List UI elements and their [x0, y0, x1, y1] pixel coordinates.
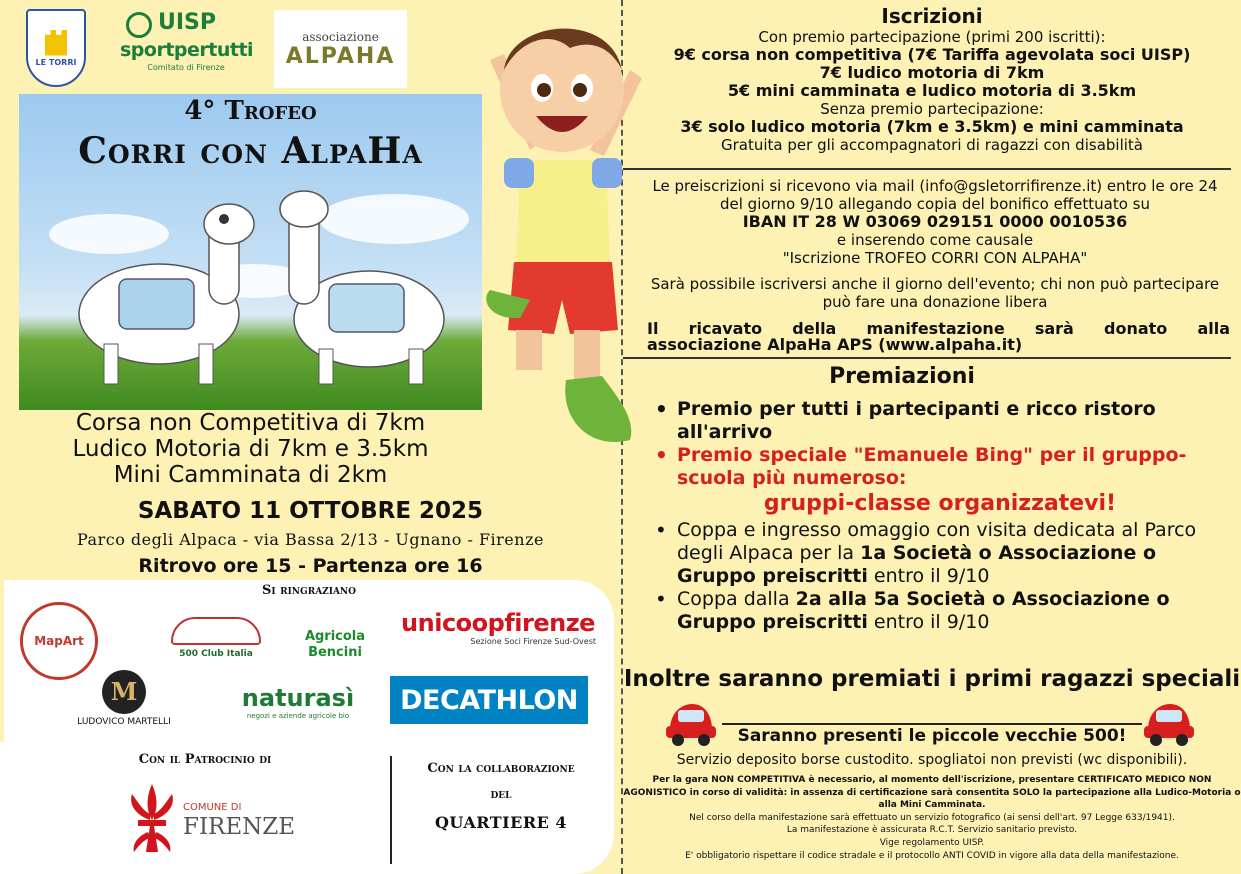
iscr-price: 9€ corsa non competitiva (7€ Tariffa agevolata soci UISP) [673, 45, 1191, 64]
sponsors-panel [4, 580, 614, 742]
decathlon-logo: DECATHLON [390, 676, 588, 724]
iscr-line: Gratuita per gli accompagnatori di ragazzi con disabilità [721, 136, 1143, 154]
patronage-title: Con il Patrocinio di [138, 752, 272, 767]
prem-text: Coppa e ingresso omaggio con visita dedicata al Parco degli Alpaca per la [677, 519, 1197, 564]
fine-print-line: Per la gara NON COMPETITIVA è necessario, al momento dell'iscrizione, presentare CERTIFICATO MEDICO NON AGONISTICO in corso di validità: in assenza di certificazione sarà consentita SOLO la partecipazione alla Ludico-Motoria o alla Mini Camminata. [623, 775, 1241, 811]
poster-subtitle: 4° Trofeo [184, 96, 317, 126]
alpaha-main: ALPAHA [285, 43, 396, 69]
car-outline-icon [171, 617, 261, 645]
club-500-logo [156, 608, 276, 668]
presenti-text: Saranno presenti le piccole vecchie 500! [737, 726, 1127, 746]
organizzatevi: gruppi-classe organizzatevi! [763, 491, 1117, 516]
iscr-line: Con premio partecipazione (primi 200 iscritti): [758, 28, 1106, 46]
prem-bold: 2a alla 5a Società o Associazione o Gruppo preiscritti [677, 588, 1170, 633]
pre-text: Sarà possibile iscriversi anche il giorno dell'evento; chi non può partecipare può fare una donazione libera [650, 275, 1220, 311]
unicoop-sub: Sezione Soci Firenze Sud-Ovest [470, 636, 596, 646]
header-logos [0, 0, 420, 92]
pre-text: Le preiscrizioni si ricevono via mail (info@gsletorrifirenze.it) entro le ore 24 del giorno 9/10 allegando copia del bonifico effettuato su [652, 177, 1218, 213]
premiazioni-title: Premiazioni [829, 364, 975, 389]
ricavato-line: associazione AlpaHa APS (www.alpaha.it) [647, 335, 1023, 354]
tower-icon [45, 30, 67, 56]
collab-line: Con la collaborazione [427, 761, 575, 776]
comune-label: COMUNE DI [183, 802, 242, 813]
list-item [655, 398, 1225, 444]
section-divider [623, 168, 1231, 170]
iscrizioni-block [623, 28, 1241, 154]
ludovico-martelli-logo [64, 666, 184, 730]
fine-print-line: La manifestazione è assicurata R.C.T. Servizio sanitario previsto. [786, 825, 1078, 836]
race-item: Ludico Motoria di 7km e 3.5km [72, 436, 429, 462]
event-place: Parco degli Alpaca - via Bassa 2/13 - Ugnano - Firenze [77, 530, 544, 549]
event-date: SABATO 11 OTTOBRE 2025 [137, 498, 484, 524]
presenti-rule [722, 723, 1142, 725]
inoltre-heading: Inoltre saranno premiati i primi ragazzi speciali [623, 666, 1241, 692]
red-car-icon [1142, 700, 1196, 746]
quartiere-label: QUARTIERE 4 [434, 813, 568, 832]
list-item [655, 444, 1225, 515]
prem-text: Coppa dalla [677, 588, 796, 610]
race-item: Corsa non Competitiva di 7km [75, 410, 426, 436]
bencini-line: Agricola [304, 629, 366, 644]
patronage-panel [0, 742, 614, 874]
florence-lily-icon [124, 780, 180, 856]
iscr-price: 3€ solo ludico motoria (7km e 3.5km) e mini camminata [680, 117, 1184, 136]
martelli-m-icon: M [102, 670, 146, 714]
uisp-top: UISP [158, 10, 217, 35]
le-torri-label: LE TORRI [35, 57, 77, 67]
fine-print-line: Nel corso della manifestazione sarà effettuato un servizio fotografico (ai sensi dell'art. 97 Legge 633/1941). [689, 812, 1175, 823]
naturasi-sub: negozi e aziende agricole bio [246, 712, 350, 720]
list-item [655, 588, 1225, 634]
ricavato-line: Il ricavato della manifestazione sarà donato alla [647, 319, 1230, 338]
uisp-ball-icon [126, 12, 152, 38]
iban: IBAN IT 28 W 03069 029151 0000 0010536 [742, 212, 1128, 231]
iscr-price: 5€ mini camminata e ludico motoria di 3.5km [727, 81, 1137, 100]
alpaha-logo [274, 10, 407, 88]
preiscrizioni-block [640, 177, 1230, 311]
prem-text: entro il 9/10 [867, 611, 990, 633]
sponsors-title: Si ringraziano [261, 583, 357, 598]
causale: "Iscrizione TROFEO CORRI CON ALPAHA" [782, 249, 1088, 267]
race-item: Mini Camminata di 2km [113, 462, 388, 488]
servizio-text: Servizio deposito borse custodito. spogliatoi non previsti (wc disponibili). [676, 752, 1188, 768]
uisp-sub: Comitato di Firenze [147, 63, 225, 72]
prem-text: Premio per tutti i partecipanti e ricco ristoro all'arrivo [677, 398, 1156, 443]
alpaca-left-illustration [59, 174, 279, 394]
uisp-logo [120, 10, 252, 86]
firenze-label: FIRENZE [183, 814, 296, 840]
mapart-logo: MapArt [20, 602, 98, 680]
prem-text: Premio speciale "Emanuele Bing" per il gruppo-scuola più numeroso: [677, 444, 1187, 489]
naturasi-logo [230, 680, 366, 724]
agricola-bencini-logo [300, 610, 370, 680]
unicoop-main: unicoopfirenze [401, 608, 595, 637]
alpaca-right-illustration [259, 174, 479, 394]
event-poster [19, 94, 482, 410]
martelli-label: LUDOVICO MARTELLI [77, 716, 171, 727]
event-ritrovo: Ritrovo ore 15 - Partenza ore 16 [138, 555, 483, 577]
bencini-line: Bencini [308, 645, 362, 660]
alpaha-top: associazione [302, 29, 379, 44]
iscr-price: 7€ ludico motoria di 7km [819, 63, 1045, 82]
fine-print-line: Vige regolamento UISP. [879, 837, 985, 848]
premiazioni-list [655, 398, 1225, 634]
section-divider [623, 357, 1231, 359]
poster-title: Corri con AlpaHa [78, 130, 423, 172]
collab-line: del [490, 787, 512, 802]
uisp-main: sportpertutti [120, 39, 254, 61]
iscr-line: Senza premio partecipazione: [820, 100, 1044, 118]
red-car-icon [664, 700, 718, 746]
iscrizioni-title: Iscrizioni [881, 4, 983, 28]
unicoop-logo [400, 604, 596, 650]
list-item [655, 519, 1225, 588]
collaboration-title [396, 756, 606, 808]
prem-text: entro il 9/10 [867, 565, 990, 587]
fine-print-line: E' obbligatorio rispettare il codice stradale e il protocollo ANTI COVID in vigore alla data della manifestazione. [685, 850, 1179, 861]
naturasi-main: naturasì [241, 684, 355, 712]
prem-bold: 1a Società o Associazione o Gruppo preiscritti [677, 542, 1157, 587]
pre-text: e inserendo come causale [836, 231, 1034, 249]
le-torri-logo [26, 9, 86, 87]
race-list [19, 410, 482, 488]
fine-print [623, 774, 1241, 862]
club-500-label: 500 Club Italia [179, 649, 253, 659]
patronage-separator [390, 756, 392, 864]
